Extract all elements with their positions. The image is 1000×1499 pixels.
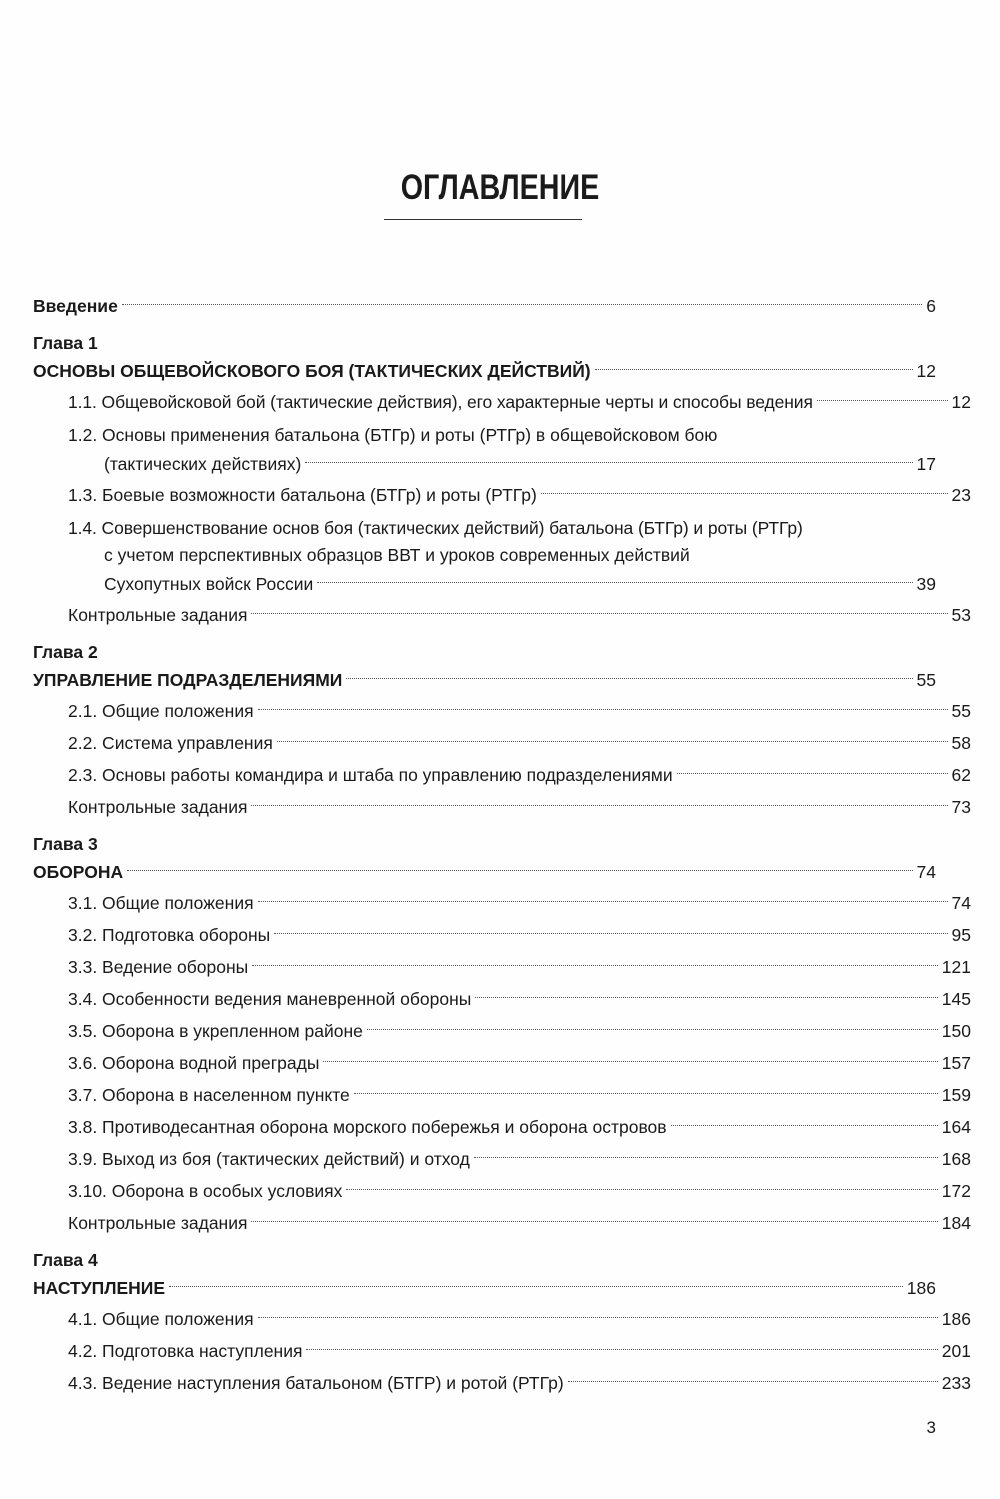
dot-leader [251,804,947,806]
toc-entry-title: Контрольные задания [68,1213,248,1233]
toc-entry[interactable] [33,1303,971,1335]
toc-entry-intro[interactable] [33,290,936,322]
toc-entry[interactable] [33,759,971,791]
page-title: ОГЛАВЛЕНИЕ [400,168,600,207]
dot-leader [323,1060,937,1062]
toc-entry-title: 3.10. Оборона в особых условиях [68,1181,343,1201]
toc-entry-title: 1.1. Общевойсковой бой (тактические действия), его характерные черты и способы ведения [68,392,813,412]
toc-entry[interactable] [33,386,971,418]
toc-entry-page: 186 [906,1278,936,1298]
toc-entry-page: 39 [916,574,936,594]
toc-entry-title: 2.2. Система управления [68,733,273,753]
toc-entry-title: Контрольные задания [68,797,248,817]
dot-leader [475,996,937,998]
toc-entry-title: Контрольные задания [68,605,248,625]
toc-entry-title: 4.2. Подготовка наступления [68,1341,303,1361]
toc-entry[interactable] [33,727,971,759]
toc-entry-title: 2.3. Основы работы командира и штаба по управлению подразделениями [68,765,673,785]
title-underline [384,219,582,220]
dot-leader [677,772,948,774]
toc-entry-page: 121 [941,957,971,977]
toc-entry[interactable] [33,983,971,1015]
dot-leader [251,1220,937,1222]
toc-entry-page: 73 [951,797,971,817]
dot-leader [367,1028,938,1030]
toc-entry[interactable] [33,695,971,727]
dot-leader [258,708,948,710]
toc-entry-page: 74 [951,893,971,913]
toc-entry-title: 4.1. Общие положения [68,1309,254,1329]
toc-entry-page: 159 [941,1085,971,1105]
toc-entry-page: 157 [941,1053,971,1073]
toc-entry-exercises[interactable] [33,1207,971,1239]
toc-entry-page: 201 [941,1341,971,1361]
toc-entry-page: 55 [916,670,936,690]
toc-entry-page: 184 [941,1213,971,1233]
toc-entry[interactable] [33,887,971,919]
dot-leader [306,1348,937,1350]
toc-entry-title: 1.4. Совершенствование основ боя (тактических действий) батальона (БТГр) и роты (РТГр) [68,518,803,538]
dot-leader [127,869,912,871]
toc-entry-exercises[interactable] [33,791,971,823]
dot-leader [817,399,948,401]
toc-entry-page: 164 [941,1117,971,1137]
toc-entry-page: 23 [951,485,971,505]
toc-entry-title: Введение [33,296,118,316]
chapter-title: ОСНОВЫ ОБЩЕВОЙСКОВОГО БОЯ (ТАКТИЧЕСКИХ ДЕЙСТВИЙ) [33,361,591,381]
toc-entry[interactable] [33,951,971,983]
toc-entry[interactable] [33,1143,971,1175]
toc-entry[interactable] [33,919,971,951]
toc-entry[interactable] [33,515,936,599]
dot-leader [258,1316,938,1318]
toc-entry-page: 62 [951,765,971,785]
dot-leader [169,1285,903,1287]
toc-entry-page: 53 [951,605,971,625]
dot-leader [305,461,912,463]
dot-leader [122,303,922,305]
toc-entry-page: 186 [941,1309,971,1329]
dot-leader [252,964,938,966]
dot-leader [354,1092,938,1094]
toc-entry-title: 3.8. Противодесантная оборона морского побережья и оборона островов [68,1117,667,1137]
toc-entry-page: 168 [941,1149,971,1169]
toc-entry-title: 3.5. Оборона в укрепленном районе [68,1021,363,1041]
toc-entry-title: 3.4. Особенности ведения маневренной обороны [68,989,472,1009]
toc-entry-title: 3.9. Выход из боя (тактических действий) и отход [68,1149,470,1169]
toc-entry-exercises[interactable] [33,599,971,631]
dot-leader [277,740,948,742]
toc-entry-page: 58 [951,733,971,753]
table-of-contents [33,290,971,1399]
toc-entry-title: 3.3. Ведение обороны [68,957,249,977]
dot-leader [568,1380,938,1382]
toc-entry-title-cont: (тактических действиях) [104,454,302,474]
dot-leader [317,581,912,583]
toc-entry[interactable] [33,1079,971,1111]
toc-entry-page: 12 [916,361,936,381]
toc-entry-title: 4.3. Ведение наступления батальоном (БТГР) и ротой (РТГр) [68,1373,564,1393]
toc-entry[interactable] [33,1047,971,1079]
chapter-title: ОБОРОНА [33,862,124,882]
page-number: 3 [926,1418,936,1437]
toc-entry-page: 6 [926,296,936,316]
toc-entry[interactable] [33,1111,971,1143]
toc-entry-chapter[interactable] [33,665,936,695]
dot-leader [541,492,948,494]
toc-entry[interactable] [33,1335,971,1367]
toc-entry-page: 145 [941,989,971,1009]
toc-entry-title: 3.2. Подготовка обороны [68,925,271,945]
dot-leader [595,368,913,370]
chapter-label: Глава 2 [33,642,98,662]
toc-entry[interactable] [33,1367,971,1399]
dot-leader [671,1124,938,1126]
dot-leader [346,677,912,679]
toc-entry[interactable] [33,479,971,511]
toc-entry-title: 1.3. Боевые возможности батальона (БТГр) и роты (РТГр) [68,485,537,505]
toc-entry-page: 17 [916,454,936,474]
dot-leader [346,1188,937,1190]
toc-entry-chapter[interactable] [33,857,936,887]
chapter-title: НАСТУПЛЕНИЕ [33,1278,166,1298]
toc-entry[interactable] [33,1015,971,1047]
chapter-title: УПРАВЛЕНИЕ ПОДРАЗДЕЛЕНИЯМИ [33,670,343,690]
toc-entry[interactable] [33,1175,971,1207]
toc-entry-title: 2.1. Общие положения [68,701,254,721]
toc-entry-title: 3.6. Оборона водной преграды [68,1053,320,1073]
toc-entry-page: 150 [941,1021,971,1041]
toc-entry-title: 1.2. Основы применения батальона (БТГр) и роты (РТГр) в общевойсковом бою [68,425,718,445]
toc-entry-page: 55 [951,701,971,721]
toc-entry-chapter[interactable] [33,356,936,386]
dot-leader [251,612,947,614]
toc-entry-title: 3.7. Оборона в населенном пункте [68,1085,350,1105]
dot-leader [258,900,948,902]
chapter-label: Глава 4 [33,1250,98,1270]
toc-entry-chapter[interactable] [33,1273,936,1303]
dot-leader [274,932,947,934]
toc-entry-page: 172 [941,1181,971,1201]
toc-entry-title: 3.1. Общие положения [68,893,254,913]
dot-leader [474,1156,938,1158]
toc-entry-page: 95 [951,925,971,945]
toc-entry-page: 233 [941,1373,971,1393]
toc-entry-page: 74 [916,862,936,882]
toc-entry-page: 12 [951,392,971,412]
toc-entry-title-cont: с учетом перспективных образцов ВВТ и уроков современных действий [104,545,690,565]
toc-entry[interactable] [33,422,936,479]
toc-entry-title-cont: Сухопутных войск России [104,574,314,594]
chapter-label: Глава 3 [33,834,98,854]
chapter-label: Глава 1 [33,333,98,353]
